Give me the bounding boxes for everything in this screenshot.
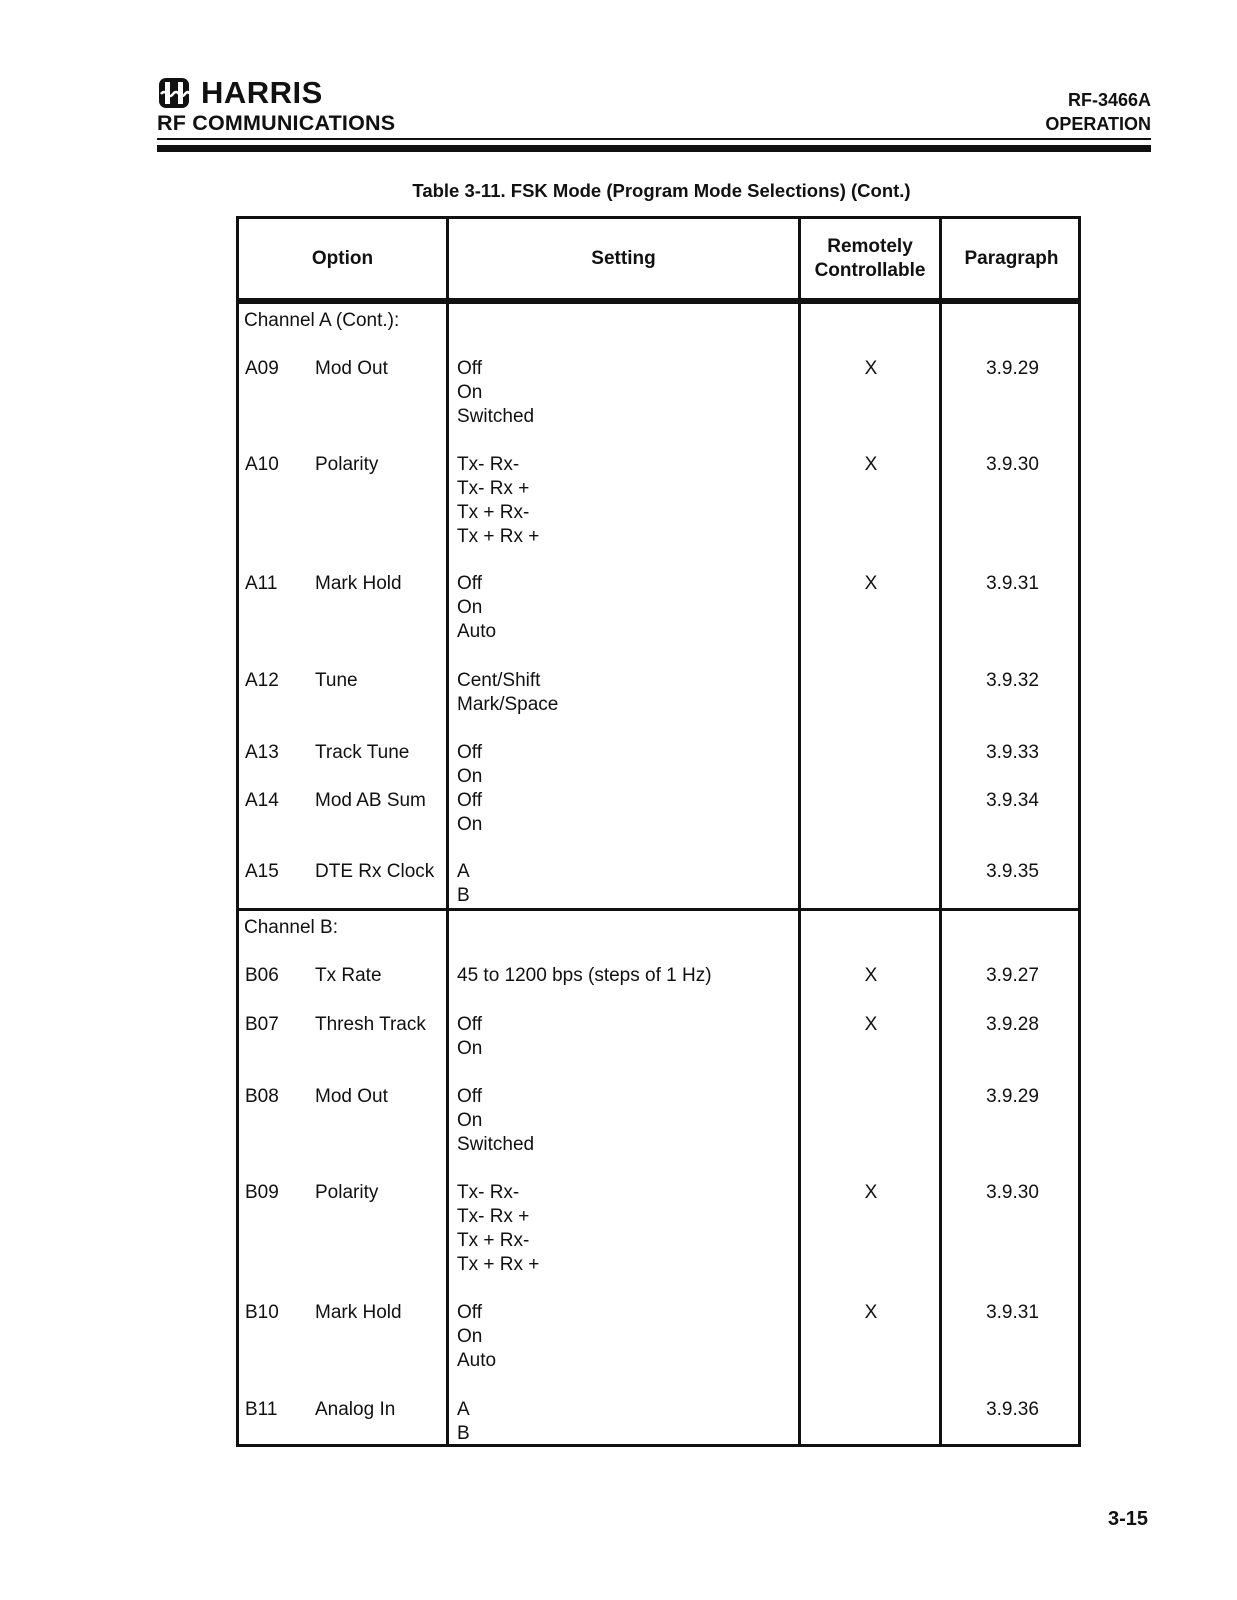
document-info bbox=[1045, 88, 1151, 136]
setting-value: Off bbox=[457, 1302, 482, 1323]
remote-mark: X bbox=[864, 1182, 878, 1203]
remote-mark: X bbox=[864, 358, 878, 379]
option-code: A09 bbox=[245, 358, 279, 379]
group-label-channel-b: Channel B: bbox=[244, 917, 339, 938]
option-code: B06 bbox=[245, 965, 279, 986]
division-name: RF COMMUNICATIONS bbox=[157, 111, 396, 135]
setting-value: Tx- Rx- bbox=[457, 454, 520, 475]
option-name: Polarity bbox=[315, 454, 379, 475]
column-header-setting: Setting bbox=[591, 247, 656, 269]
option-name: Tune bbox=[315, 670, 358, 691]
setting-value: Tx- Rx + bbox=[457, 1206, 530, 1227]
setting-value: On bbox=[457, 766, 483, 787]
setting-value: Off bbox=[457, 358, 482, 379]
setting-value: Switched bbox=[457, 1134, 535, 1155]
option-code: A15 bbox=[245, 861, 279, 882]
setting-value: Tx + Rx + bbox=[457, 1254, 540, 1275]
setting-value: Off bbox=[457, 742, 482, 763]
column-header-remote-line2: Controllable bbox=[814, 259, 926, 281]
option-code: B07 bbox=[245, 1014, 279, 1035]
setting-value: A bbox=[457, 861, 470, 882]
header-divider bbox=[239, 298, 1078, 304]
column-divider bbox=[939, 219, 942, 1444]
setting-value: Tx + Rx- bbox=[457, 1230, 530, 1251]
paragraph-ref: 3.9.32 bbox=[986, 670, 1039, 691]
setting-value: B bbox=[457, 885, 470, 906]
column-header-remote bbox=[801, 219, 939, 298]
paragraph-ref: 3.9.29 bbox=[986, 358, 1039, 379]
setting-value: Tx- Rx- bbox=[457, 1182, 520, 1203]
option-name: Analog In bbox=[315, 1399, 396, 1420]
column-divider bbox=[446, 219, 449, 1444]
setting-value: Cent/Shift bbox=[457, 670, 541, 691]
table-title: Table 3-11. FSK Mode (Program Mode Selections) (Cont.) bbox=[412, 180, 911, 201]
option-code: B09 bbox=[245, 1182, 279, 1203]
setting-value: On bbox=[457, 814, 483, 835]
setting-value: Off bbox=[457, 573, 482, 594]
remote-mark: X bbox=[864, 454, 878, 475]
company-logo bbox=[157, 76, 395, 136]
brand-name: HARRIS bbox=[201, 75, 323, 110]
paragraph-ref: 3.9.27 bbox=[986, 965, 1039, 986]
paragraph-ref: 3.9.28 bbox=[986, 1014, 1039, 1035]
setting-value: On bbox=[457, 1326, 483, 1347]
option-name: Track Tune bbox=[315, 742, 410, 763]
harris-logo-icon bbox=[157, 76, 191, 110]
setting-value: Off bbox=[457, 1014, 482, 1035]
option-code: B11 bbox=[245, 1399, 278, 1420]
paragraph-ref: 3.9.33 bbox=[986, 742, 1039, 763]
settings-table bbox=[236, 216, 1081, 1447]
setting-value: Switched bbox=[457, 406, 535, 427]
paragraph-ref: 3.9.36 bbox=[986, 1399, 1039, 1420]
option-name: Tx Rate bbox=[315, 965, 382, 986]
option-code: A14 bbox=[245, 790, 279, 811]
setting-value: On bbox=[457, 382, 483, 403]
option-code: A12 bbox=[245, 670, 279, 691]
column-divider bbox=[798, 219, 801, 1444]
page-number: 3-15 bbox=[1107, 1508, 1148, 1530]
option-code: A10 bbox=[245, 454, 279, 475]
option-name: Polarity bbox=[315, 1182, 379, 1203]
remote-mark: X bbox=[864, 1302, 878, 1323]
setting-value: Off bbox=[457, 790, 482, 811]
column-header-paragraph: Paragraph bbox=[964, 247, 1059, 269]
setting-value: Tx- Rx + bbox=[457, 478, 530, 499]
header-rule-thin bbox=[157, 138, 1151, 140]
channel-divider bbox=[239, 908, 1078, 911]
setting-value: 45 to 1200 bps (steps of 1 Hz) bbox=[457, 965, 712, 986]
setting-value: Tx + Rx + bbox=[457, 526, 540, 547]
setting-value: Auto bbox=[457, 621, 497, 642]
setting-value: Off bbox=[457, 1086, 482, 1107]
setting-value: Tx + Rx- bbox=[457, 502, 530, 523]
option-name: Mod Out bbox=[315, 358, 388, 379]
group-label-channel-a: Channel A (Cont.): bbox=[244, 310, 400, 331]
option-name: Mark Hold bbox=[315, 1302, 402, 1323]
column-header-option: Option bbox=[311, 247, 374, 269]
remote-mark: X bbox=[864, 573, 878, 594]
remote-mark: X bbox=[864, 965, 878, 986]
setting-value: On bbox=[457, 1110, 483, 1131]
option-code: A13 bbox=[245, 742, 279, 763]
option-name: Thresh Track bbox=[315, 1014, 426, 1035]
option-name: DTE Rx Clock bbox=[315, 861, 435, 882]
paragraph-ref: 3.9.35 bbox=[986, 861, 1039, 882]
option-code: B10 bbox=[245, 1302, 279, 1323]
option-name: Mark Hold bbox=[315, 573, 402, 594]
section-name: OPERATION bbox=[1045, 114, 1151, 134]
remote-mark: X bbox=[864, 1014, 878, 1035]
option-name: Mod Out bbox=[315, 1086, 388, 1107]
setting-value: On bbox=[457, 597, 483, 618]
option-code: B08 bbox=[245, 1086, 279, 1107]
setting-value: On bbox=[457, 1038, 483, 1059]
paragraph-ref: 3.9.30 bbox=[986, 1182, 1039, 1203]
paragraph-ref: 3.9.31 bbox=[986, 573, 1039, 594]
option-code: A11 bbox=[245, 573, 278, 594]
setting-value: B bbox=[457, 1423, 470, 1444]
document-number: RF-3466A bbox=[1067, 90, 1151, 110]
setting-value: Auto bbox=[457, 1350, 497, 1371]
header-rule-thick bbox=[157, 145, 1151, 152]
option-name: Mod AB Sum bbox=[315, 790, 426, 811]
column-header-remote-line1: Remotely bbox=[827, 235, 913, 257]
paragraph-ref: 3.9.34 bbox=[986, 790, 1039, 811]
paragraph-ref: 3.9.31 bbox=[986, 1302, 1039, 1323]
setting-value: A bbox=[457, 1399, 470, 1420]
paragraph-ref: 3.9.29 bbox=[986, 1086, 1039, 1107]
setting-value: Mark/Space bbox=[457, 694, 559, 715]
paragraph-ref: 3.9.30 bbox=[986, 454, 1039, 475]
